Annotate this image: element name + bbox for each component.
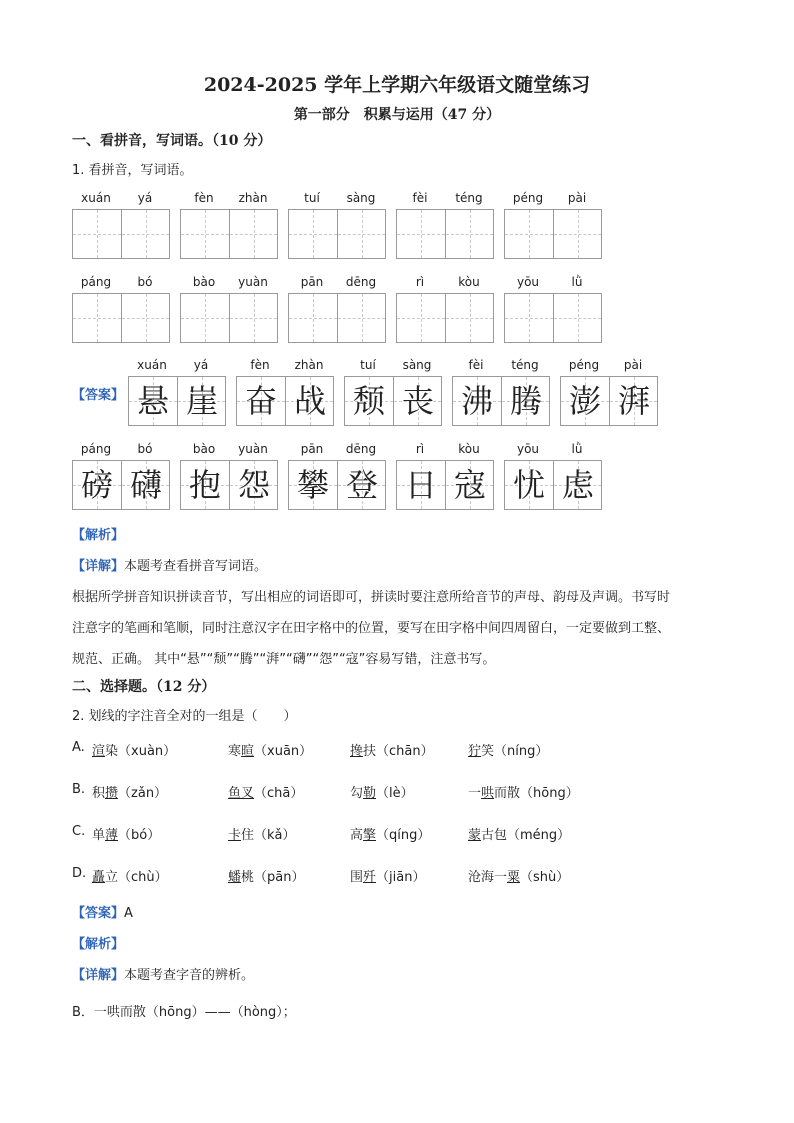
pinyin-label: xuán (137, 358, 167, 372)
pinyin-label: kòu (458, 275, 480, 289)
tianzige-cell[interactable] (337, 294, 385, 342)
q2-detail-line (72, 964, 254, 983)
tianzige-cell (129, 377, 177, 425)
option-word (350, 824, 430, 843)
underlined-char: 渲 (92, 744, 106, 759)
pinyin-label: lǜ (571, 442, 583, 456)
word-part: （qíng） (376, 828, 431, 843)
word-part: （xuān） (254, 744, 313, 759)
question-1-prompt: 1. 看拼音，写词语。 (72, 163, 193, 178)
tianzige-box (452, 376, 550, 426)
pinyin-label: bào (192, 275, 216, 289)
option-word (228, 740, 312, 759)
pinyin-label: tuí (360, 358, 376, 372)
tianzige-box (504, 460, 602, 510)
answer-character: 腾 (509, 382, 542, 420)
q2-answer-value: A (124, 906, 133, 921)
tianzige-box (504, 293, 602, 343)
analysis-label: 【解析】 (72, 528, 125, 543)
tianzige-cell[interactable] (229, 210, 277, 258)
tianzige-cell (177, 377, 225, 425)
answer-character: 礴 (129, 466, 162, 504)
option-word (350, 866, 425, 885)
pinyin-label: yōu (516, 442, 540, 456)
tianzige-box (288, 293, 386, 343)
detail-label: 【详解】 (72, 559, 125, 574)
tianzige-cell (393, 377, 441, 425)
answer-character: 虑 (561, 466, 594, 504)
tianzige-box (344, 376, 442, 426)
tianzige-cell[interactable] (121, 294, 169, 342)
pinyin-label: téng (511, 358, 539, 372)
pinyin-label: yá (193, 358, 209, 372)
option-word (92, 740, 176, 759)
pinyin-label: sàng (402, 358, 432, 372)
answer-character: 悬 (136, 382, 169, 420)
answer-character: 磅 (80, 466, 113, 504)
tianzige-cell (609, 377, 657, 425)
option-word (92, 866, 168, 885)
underlined-char: 卡 (228, 828, 242, 843)
pinyin-label: zhàn (238, 191, 268, 205)
pinyin-label: yá (137, 191, 153, 205)
answer-character: 奋 (244, 382, 277, 420)
tianzige-cell (121, 461, 169, 509)
tianzige-box (396, 209, 494, 259)
tianzige-box (128, 376, 226, 426)
tianzige-cell[interactable] (289, 294, 337, 342)
tianzige-cell (445, 461, 493, 509)
tianzige-cell (237, 377, 285, 425)
pinyin-label: dēng (345, 442, 377, 456)
explanation-line-1: 根据所学拼音知识拼读音节，写出相应的词语即可，拼读时要注意所给音节的声母、韵母及声调。书写时 (72, 590, 671, 605)
section2-heading: 二、选择题。（12 分） (72, 679, 216, 695)
pinyin-label: yuàn (238, 275, 268, 289)
q2-explanation-line: B．一哄而散（hōng）——（hòng）； (72, 1005, 296, 1020)
tianzige-cell (345, 377, 393, 425)
tianzige-cell (397, 461, 445, 509)
pinyin-label: péng (512, 191, 544, 205)
part-subtitle: 第一部分 积累与运用（47 分） (293, 107, 501, 123)
pinyin-label: tuí (304, 191, 320, 205)
word-part: （bó） (118, 828, 161, 843)
word-part: 寒 (228, 744, 242, 759)
underlined-char: 擎 (363, 828, 377, 843)
underlined-char: 矗 (92, 870, 106, 885)
underlined-char: 哄 (481, 786, 495, 801)
word-part: （jiān） (376, 870, 426, 885)
pinyin-label: pài (623, 358, 643, 372)
pinyin-label: kòu (458, 442, 480, 456)
q2-detail-text: 本题考查字音的辨析。 (124, 968, 255, 983)
answer-character: 澎 (568, 382, 601, 420)
word-part: 高 (350, 828, 364, 843)
underlined-char: 歼 (363, 870, 377, 885)
tianzige-cell (337, 461, 385, 509)
underlined-char: 鱼叉 (228, 786, 255, 801)
option-word (350, 782, 414, 801)
word-part: 桃（pān） (241, 870, 305, 885)
tianzige-box (180, 460, 278, 510)
underlined-char: 蒙 (468, 828, 482, 843)
tianzige-cell[interactable] (553, 294, 601, 342)
tianzige-box (72, 293, 170, 343)
word-part: （chā） (254, 786, 304, 801)
option-word (228, 824, 296, 843)
tianzige-box (236, 376, 334, 426)
option-word (228, 782, 303, 801)
tianzige-cell (289, 461, 337, 509)
word-part: 沧海一 (468, 870, 508, 885)
option-word (468, 782, 579, 801)
section1-heading: 一、看拼音，写词语。（10 分） (72, 133, 272, 149)
answer-label: 【答案】 (72, 388, 125, 403)
tianzige-box (180, 293, 278, 343)
underlined-char: 狞 (468, 744, 482, 759)
underlined-char: 蟠 (228, 870, 242, 885)
underlined-char: 勒 (363, 786, 377, 801)
tianzige-box (560, 376, 658, 426)
pinyin-label: yōu (516, 275, 540, 289)
tianzige-cell (505, 461, 553, 509)
pinyin-label: rì (415, 442, 425, 456)
tianzige-box (288, 460, 386, 510)
word-part: 古包（méng） (481, 828, 571, 843)
option-label[interactable]: A. (72, 740, 85, 755)
answer-character: 攀 (296, 466, 329, 504)
tianzige-cell[interactable] (229, 294, 277, 342)
pinyin-label: pān (300, 275, 324, 289)
word-part: （zǎn） (118, 786, 168, 801)
answer-character: 寇 (453, 466, 486, 504)
word-part: 立（chù） (105, 870, 168, 885)
tianzige-box (180, 209, 278, 259)
pinyin-label: rì (415, 275, 425, 289)
pinyin-label: pān (300, 442, 324, 456)
word-part: 住（kǎ） (241, 828, 296, 843)
underlined-char: 粟 (507, 870, 521, 885)
detail-line (72, 555, 267, 574)
answer-character: 战 (293, 382, 326, 420)
option-label[interactable]: C. (72, 824, 86, 839)
tianzige-cell[interactable] (397, 210, 445, 258)
pinyin-label: bó (137, 442, 153, 456)
tianzige-cell (285, 377, 333, 425)
pinyin-label: bó (137, 275, 153, 289)
tianzige-cell[interactable] (73, 210, 121, 258)
option-word (350, 740, 434, 759)
tianzige-box (72, 460, 170, 510)
tianzige-box (72, 209, 170, 259)
underlined-char: 暄 (241, 744, 255, 759)
pinyin-label: zhàn (294, 358, 324, 372)
option-word (468, 866, 569, 885)
answer-character: 湃 (617, 382, 650, 420)
word-part: 笑（níng） (481, 744, 549, 759)
q2-detail-label: 【详解】 (72, 968, 125, 983)
underlined-char: 搀 (350, 744, 364, 759)
pinyin-label: fèn (250, 358, 270, 372)
tianzige-cell[interactable] (121, 210, 169, 258)
tianzige-cell[interactable] (181, 210, 229, 258)
question-2-prompt: 2. 划线的字注音全对的一组是（ ） (72, 709, 297, 724)
pinyin-label: páng (80, 442, 112, 456)
pinyin-label: téng (455, 191, 483, 205)
tianzige-box (396, 460, 494, 510)
word-part: （lè） (376, 786, 414, 801)
answer-character: 丧 (401, 382, 434, 420)
q2-analysis-label: 【解析】 (72, 937, 125, 952)
pinyin-label: dēng (345, 275, 377, 289)
answer-character: 崖 (185, 382, 218, 420)
pinyin-label: fèn (194, 191, 214, 205)
word-part: （shù） (520, 870, 570, 885)
tianzige-cell (181, 461, 229, 509)
pinyin-label: bào (192, 442, 216, 456)
underlined-char: 薄 (105, 828, 119, 843)
pinyin-label: páng (80, 275, 112, 289)
tianzige-cell (561, 377, 609, 425)
pinyin-label: fèi (468, 358, 484, 372)
pinyin-label: xuán (81, 191, 111, 205)
option-word (228, 866, 304, 885)
pinyin-label: sàng (346, 191, 376, 205)
underlined-char: 攒 (105, 786, 119, 801)
word-part: 染（xuàn） (105, 744, 177, 759)
word-part: 围 (350, 870, 364, 885)
answer-character: 沸 (460, 382, 493, 420)
answer-character: 抱 (188, 466, 221, 504)
answer-character: 颓 (352, 382, 385, 420)
tianzige-cell (73, 461, 121, 509)
tianzige-cell (501, 377, 549, 425)
option-label[interactable]: D. (72, 866, 87, 881)
tianzige-cell[interactable] (505, 210, 553, 258)
tianzige-cell[interactable] (553, 210, 601, 258)
tianzige-box (288, 209, 386, 259)
tianzige-cell[interactable] (445, 210, 493, 258)
tianzige-box (396, 293, 494, 343)
tianzige-cell[interactable] (73, 294, 121, 342)
pinyin-label: pài (567, 191, 587, 205)
pinyin-label: péng (568, 358, 600, 372)
pinyin-label: fèi (412, 191, 428, 205)
q2-answer-label: 【答案】 (72, 906, 125, 921)
word-part: 积 (92, 786, 106, 801)
option-word (468, 740, 548, 759)
detail-text: 本题考查看拼音写词语。 (124, 559, 268, 574)
tianzige-cell[interactable] (397, 294, 445, 342)
tianzige-cell[interactable] (289, 210, 337, 258)
option-word (92, 824, 160, 843)
word-part: 勾 (350, 786, 364, 801)
q2-answer-line (72, 902, 133, 921)
word-part: 单 (92, 828, 106, 843)
tianzige-cell[interactable] (337, 210, 385, 258)
pinyin-label: yuàn (238, 442, 268, 456)
page-title: 2024-2025 学年上学期六年级语文随堂练习 (203, 74, 591, 96)
word-part: 而散（hōng） (494, 786, 579, 801)
tianzige-cell[interactable] (505, 294, 553, 342)
answer-character: 日 (404, 466, 437, 504)
tianzige-box (504, 209, 602, 259)
explanation-line-2: 注意字的笔画和笔顺，同时注意汉字在田字格中的位置，要写在田字格中间四周留白，一定要做到工整、 (72, 621, 671, 636)
explanation-line-3: 规范、正确。 其中“悬”“颓”“腾”“湃”“礴”“怨”“寇”容易写错，注意书写。 (72, 652, 496, 667)
answer-character: 忧 (512, 466, 545, 504)
answer-character: 怨 (237, 466, 270, 504)
word-part: 一 (468, 786, 482, 801)
option-word (92, 782, 167, 801)
answer-character: 登 (345, 466, 378, 504)
tianzige-cell (453, 377, 501, 425)
tianzige-cell (229, 461, 277, 509)
tianzige-cell (553, 461, 601, 509)
tianzige-cell[interactable] (445, 294, 493, 342)
pinyin-label: lǜ (571, 275, 583, 289)
option-word (468, 824, 570, 843)
option-label[interactable]: B. (72, 782, 86, 797)
word-part: 扶（chān） (363, 744, 434, 759)
tianzige-cell[interactable] (181, 294, 229, 342)
